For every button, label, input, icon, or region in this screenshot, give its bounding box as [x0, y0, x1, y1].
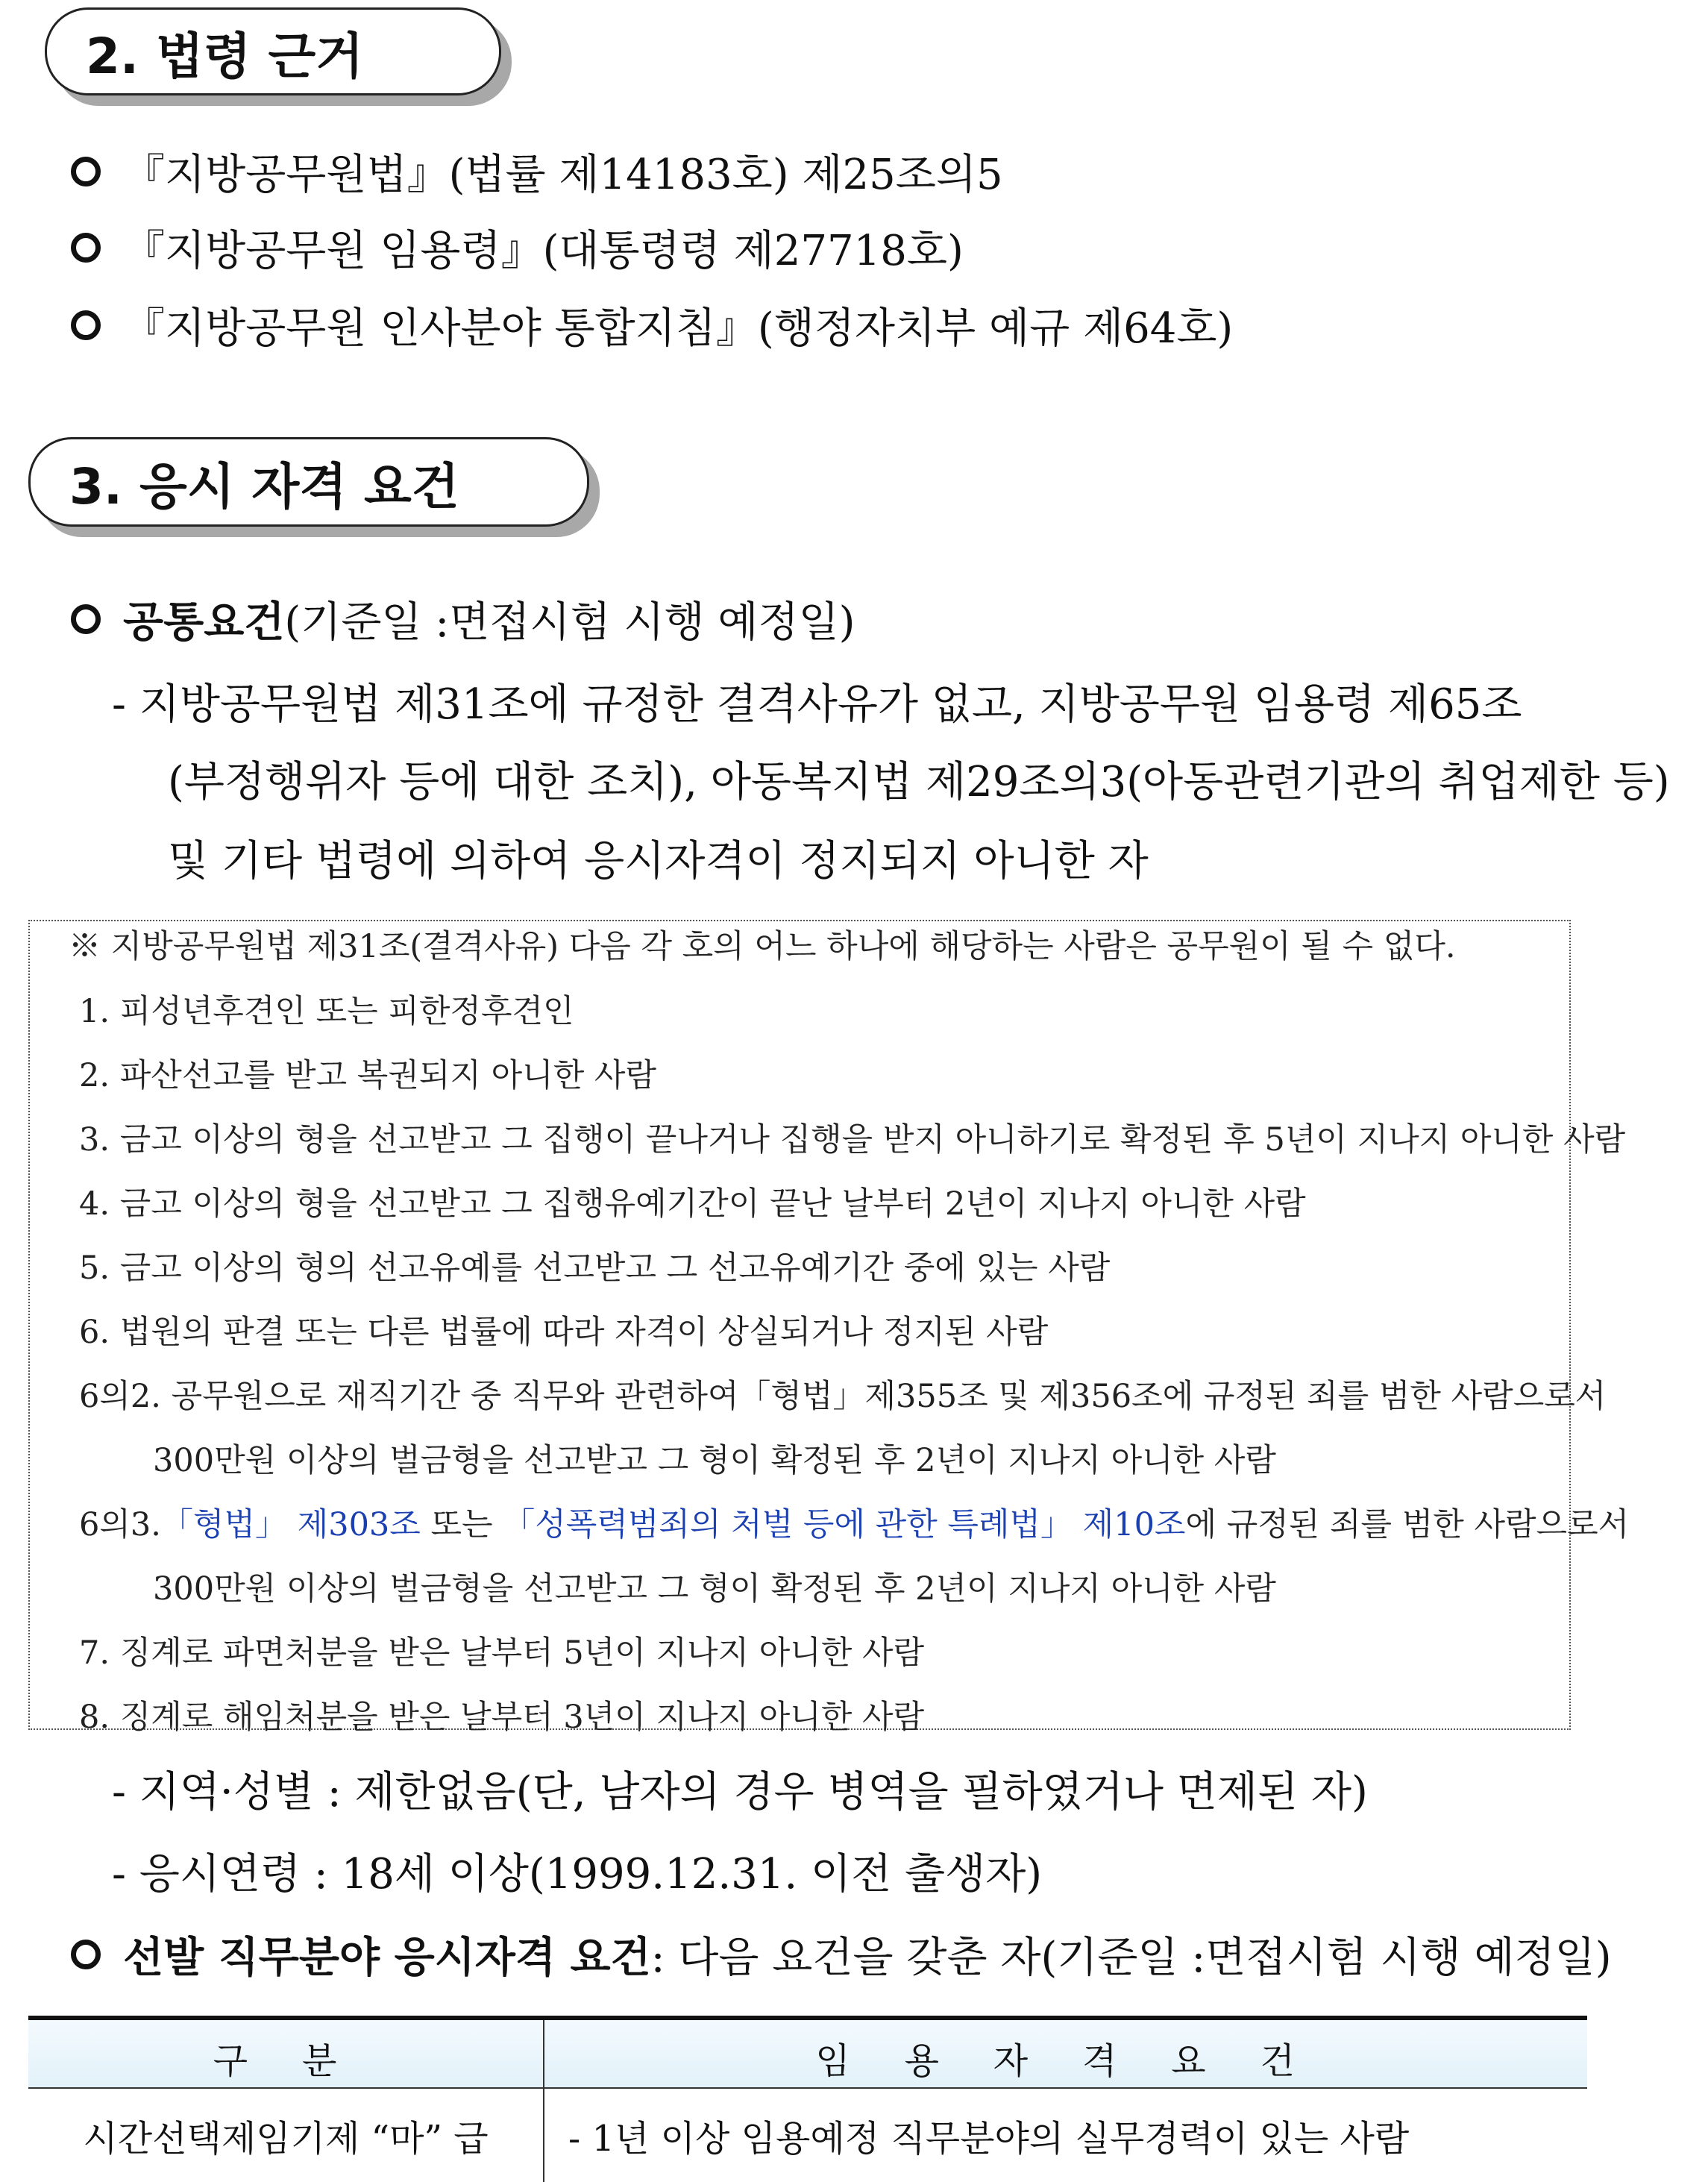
note-item: 6. 법원의 판결 또는 다른 법률에 따라 자격이 상실되거나 정지된 사람 [79, 1314, 1049, 1351]
circle-bullet-icon [71, 1940, 101, 1969]
table-cell-category: 시간선택제임기제 “마” 급 [83, 2118, 489, 2160]
region-gender-requirement: - 지역·성별 : 제한없음(단, 남자의 경우 병역을 필하였거나 면제된 자) [112, 1768, 1368, 1816]
circle-bullet-icon [71, 310, 101, 340]
law-reference-criminal-act: 「형법」 제303조 [160, 1506, 421, 1543]
note-item-6-3: 6의3.「형법」 제303조 또는 「성폭력범죄의 처벌 등에 관한 특례법」 제10조에 규정된 죄를 범한 사람으로서 [79, 1506, 1630, 1543]
circle-bullet-icon [71, 233, 101, 263]
note-item: 2. 파산선고를 받고 복권되지 아니한 사람 [79, 1057, 656, 1094]
note-item: 3. 금고 이상의 형을 선고받고 그 집행이 끝나거나 집행을 받지 아니하기로 확정된 후 5년이 지나지 아니한 사람 [79, 1121, 1626, 1159]
section-3-heading [28, 437, 589, 527]
common-requirement-line-3: 및 기타 법령에 의하여 응시자격이 정지되지 아니한 자 [168, 837, 1149, 885]
law-basis-item-1: 『지방공무원법』(법률 제14183호) 제25조의5 [71, 142, 1003, 201]
note-item-continuation: 300만원 이상의 벌금형을 선고받고 그 형이 확정된 후 2년이 지나지 아니한 사람 [153, 1442, 1276, 1479]
circle-bullet-icon [71, 157, 101, 186]
note-item: 1. 피성년후견인 또는 피한정후견인 [79, 993, 574, 1030]
law-reference-sexual-violence-act: 「성폭력범죄의 처벌 등에 관한 특례법」 제10조 [503, 1506, 1186, 1543]
section-2-title: 2. 법령 근거 [86, 27, 363, 85]
section-2-heading [45, 7, 501, 95]
common-requirement-line-2: (부정행위자 등에 대한 조치), 아동복지법 제29조의3(아동관련기관의 취업제한 등) [168, 758, 1670, 806]
common-requirements: 공통요건 (기준일 :면접시험 시행 예정일) [71, 589, 855, 649]
section-3-title: 3. 응시 자격 요건 [69, 457, 459, 515]
table-header-category: 구 분 [213, 2040, 359, 2082]
law-basis-item-3: 『지방공무원 인사분야 통합지침』(행정자치부 예규 제64호) [71, 295, 1233, 355]
table-header-qualification: 임 용 자 격 요 건 [815, 2040, 1316, 2082]
note-item: 7. 징계로 파면처분을 받은 날부터 5년이 지나지 아니한 사람 [79, 1634, 925, 1672]
note-heading: ※ 지방공무원법 제31조(결격사유) 다음 각 호의 어느 하나에 해당하는 사람은 공무원이 될 수 없다. [69, 928, 1456, 965]
note-item: 4. 금고 이상의 형을 선고받고 그 집행유예기간이 끝난 날부터 2년이 지나지 아니한 사람 [79, 1185, 1306, 1223]
selection-requirements: 선발 직무분야 응시자격 요건 : 다음 요건을 갖춘 자(기준일 :면접시험 시행 예정일) [71, 1925, 1612, 1984]
note-item-continuation: 300만원 이상의 벌금형을 선고받고 그 형이 확정된 후 2년이 지나지 아니한 사람 [153, 1570, 1276, 1608]
age-requirement: - 응시연령 : 18세 이상(1999.12.31. 이전 출생자) [112, 1850, 1043, 1899]
law-basis-item-2: 『지방공무원 임용령』(대통령령 제27718호) [71, 218, 964, 278]
circle-bullet-icon [71, 604, 101, 634]
common-requirement-line-1: - 지방공무원법 제31조에 규정한 결격사유가 없고, 지방공무원 임용령 제65조 [112, 680, 1522, 729]
note-item: 6의2. 공무원으로 재직기간 중 직무와 관련하여「형법」제355조 및 제356조에 규정된 죄를 범한 사람으로서 [79, 1378, 1607, 1415]
note-item: 8. 징계로 해임처분을 받은 날부터 3년이 지나지 아니한 사람 [79, 1699, 925, 1736]
note-item: 5. 금고 이상의 형의 선고유예를 선고받고 그 선고유예기간 중에 있는 사람 [79, 1250, 1111, 1287]
table-cell-qualification: - 1년 이상 임용예정 직무분야의 실무경력이 있는 사람 [568, 2118, 1410, 2160]
